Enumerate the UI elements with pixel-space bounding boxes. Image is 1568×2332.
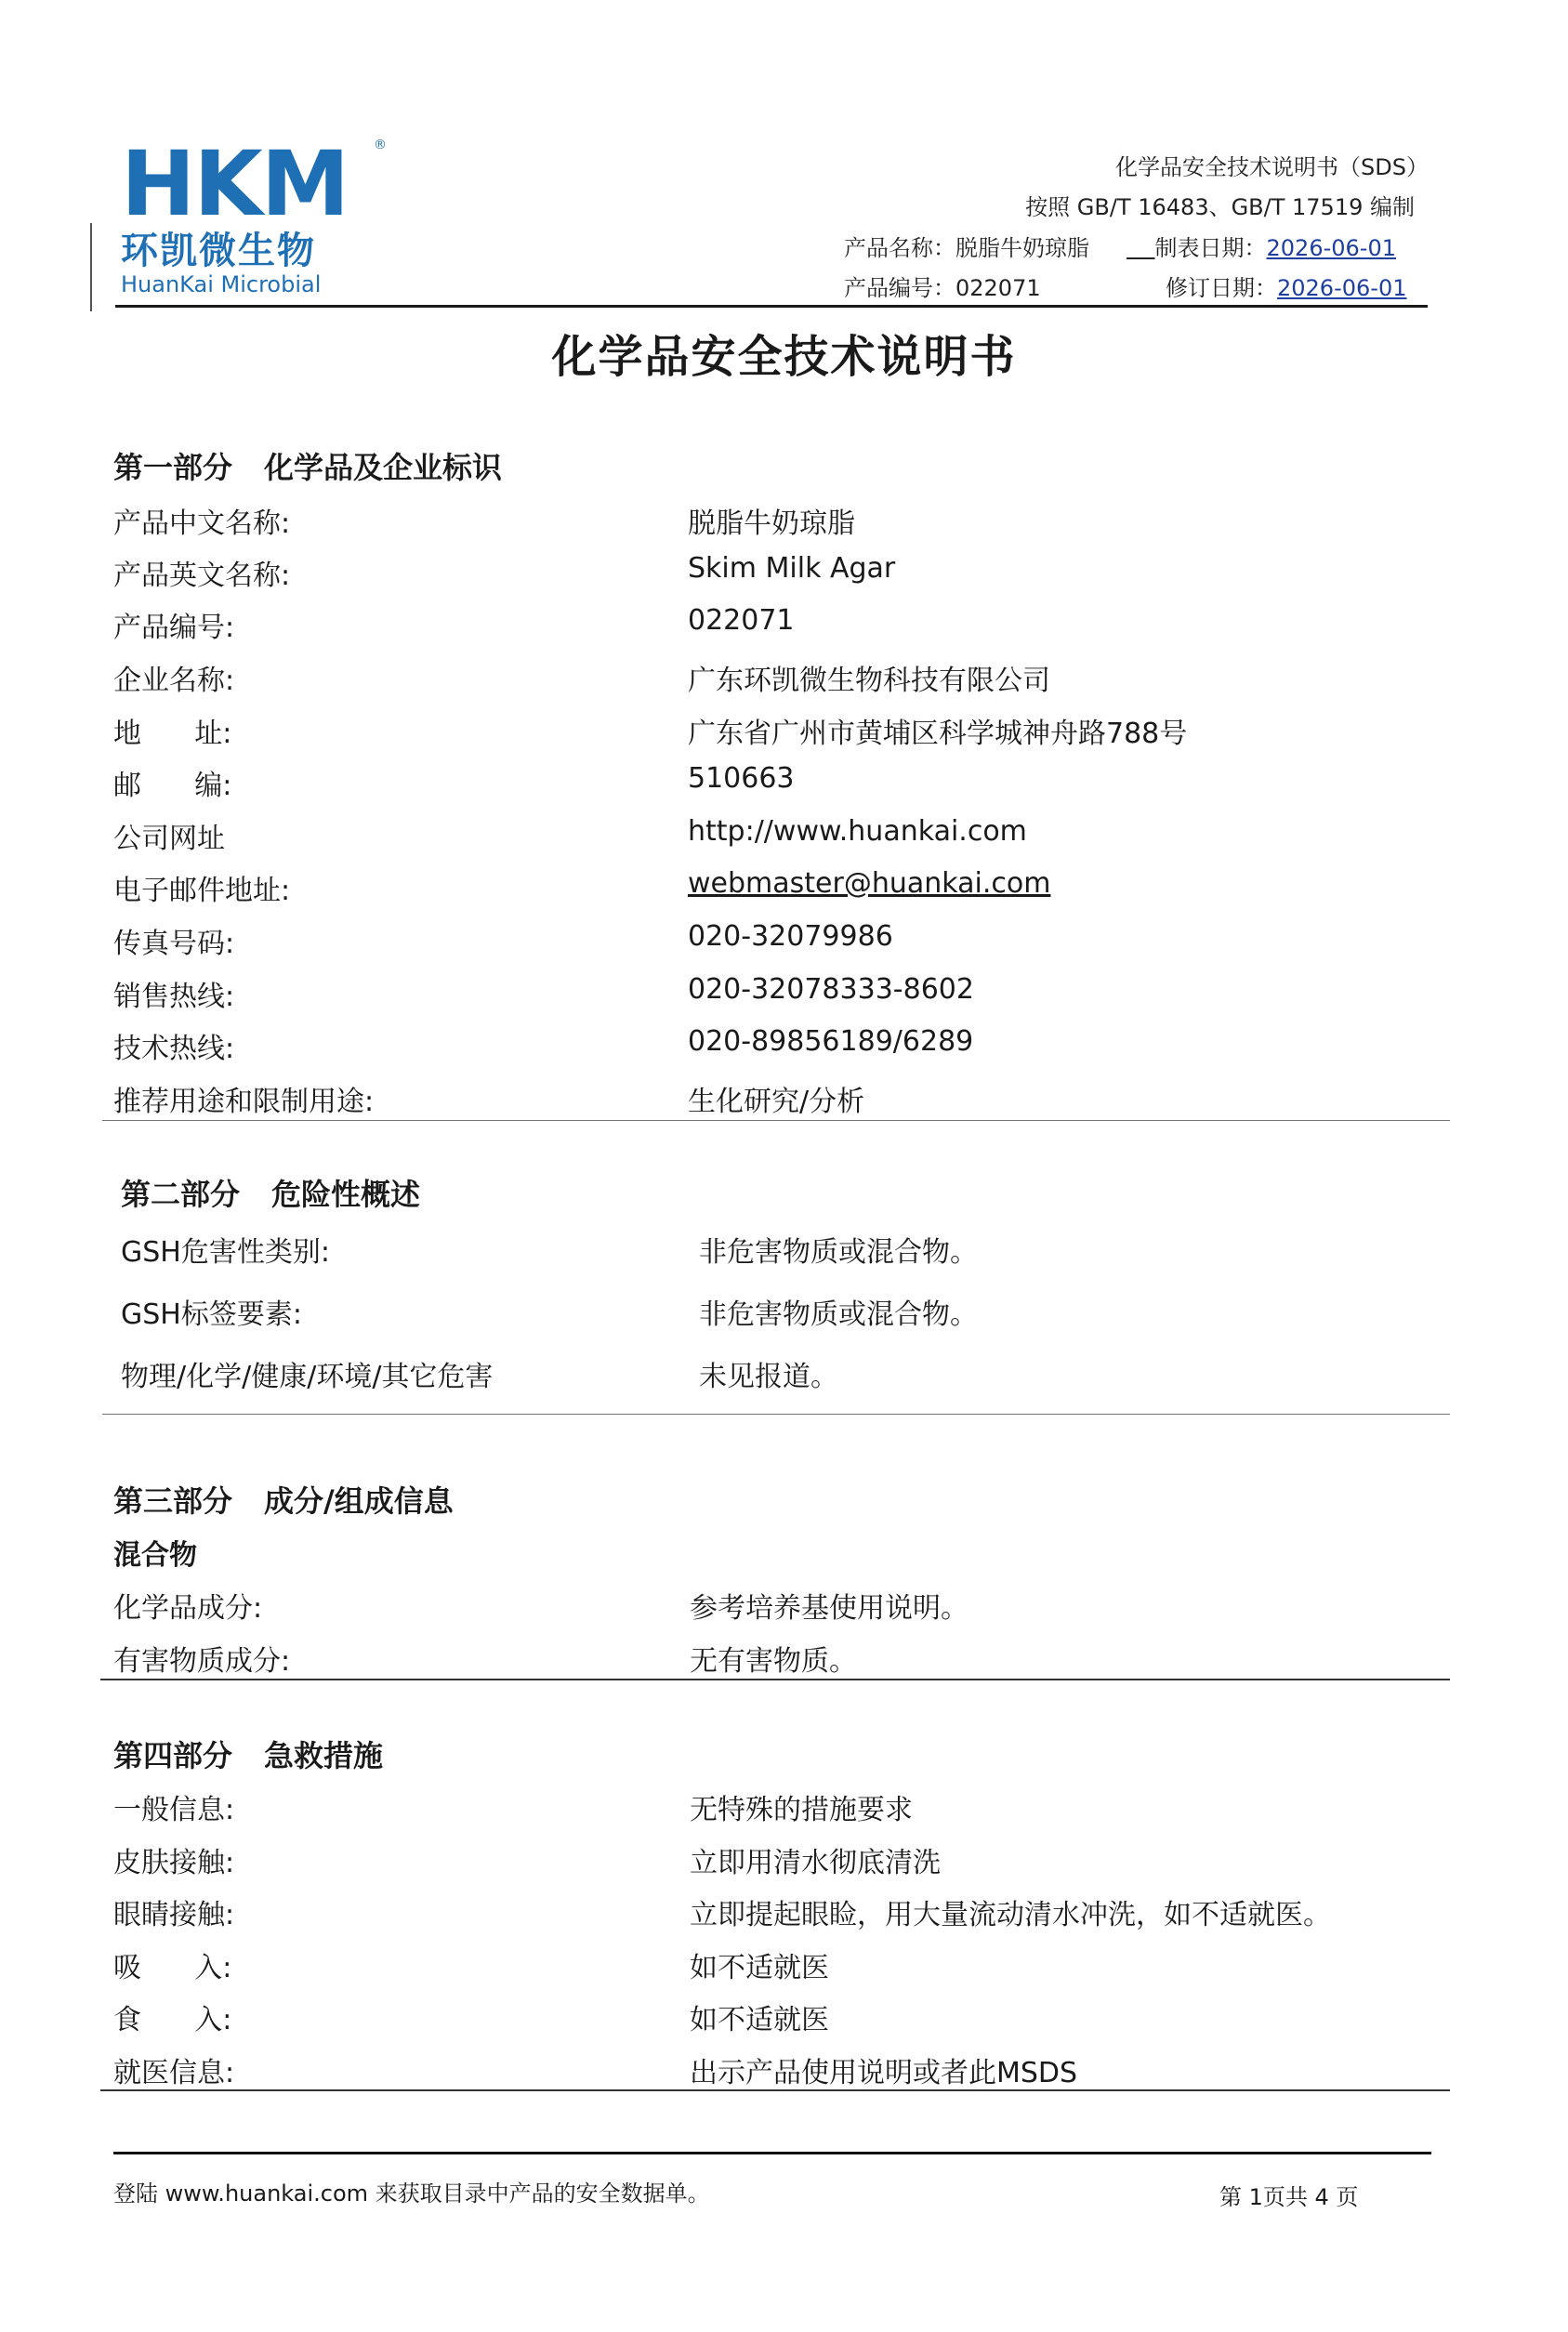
s1-label-tech: 技术热线:	[113, 1033, 235, 1065]
s1-value-sales: 020-32078333-8602	[688, 973, 974, 1006]
s4-label-eye: 眼睛接触:	[113, 1899, 235, 1931]
section4-title	[113, 1733, 383, 1775]
s1-label-usage: 推荐用途和限制用途:	[113, 1086, 375, 1118]
header-product-code	[844, 270, 1041, 302]
s1-value-tech: 020-89856189/6289	[688, 1025, 974, 1058]
logo-english-name: HuanKai Microbial	[121, 271, 322, 297]
section1-title	[113, 444, 502, 487]
footer-rule	[113, 2152, 1431, 2154]
header-revise-date-label: 修订日期：	[1166, 275, 1277, 301]
header-revise-date-value: 2026-06-01	[1277, 275, 1407, 301]
s2-value-ghs-label: 非危害物质或混合物。	[699, 1298, 978, 1331]
s2-label-ghs-label: GSH标签要素:	[121, 1298, 302, 1331]
s1-value-company: 广东环凯微生物科技有限公司	[688, 665, 1050, 697]
s4-value-general: 无特殊的措施要求	[690, 1794, 913, 1826]
s4-value-inhale: 如不适就医	[690, 1952, 829, 1984]
document-title: 化学品安全技术说明书	[551, 331, 1017, 383]
s3-label-components: 化学品成分:	[113, 1592, 263, 1625]
section2-number: 第二部分	[121, 1177, 241, 1212]
s4-value-medical: 出示产品使用说明或者此MSDS	[690, 2057, 1078, 2089]
section3-subtitle: 混合物	[113, 1539, 197, 1572]
s1-label-en-name: 产品英文名称:	[113, 560, 291, 592]
s4-label-medical: 就医信息:	[113, 2057, 235, 2089]
s1-label-cn-name: 产品中文名称:	[113, 507, 291, 540]
s2-label-other-hazard: 物理/化学/健康/环境/其它危害	[121, 1361, 494, 1393]
section1-name: 化学品及企业标识	[264, 450, 503, 485]
s3-value-hazardous: 无有害物质。	[690, 1645, 857, 1678]
header-product-name-value: 脱脂牛奶琼脂	[955, 235, 1089, 261]
section3-number: 第三部分	[113, 1483, 233, 1519]
s1-label-website: 公司网址	[113, 823, 225, 855]
s1-value-usage: 生化研究/分析	[688, 1086, 865, 1118]
section2-title	[121, 1171, 420, 1214]
s4-label-inhale: 吸 入:	[113, 1952, 232, 1984]
registered-mark: ®	[374, 138, 387, 152]
s1-value-website[interactable]: http://www.huankai.com	[688, 815, 1027, 848]
s3-label-hazardous: 有害物质成分:	[113, 1645, 291, 1678]
s3-value-components: 参考培养基使用说明。	[690, 1592, 968, 1625]
header-made-date-label: 制表日期：	[1154, 235, 1267, 261]
section2-name: 危险性概述	[271, 1177, 421, 1212]
section3-title	[113, 1478, 454, 1521]
s4-value-ingest: 如不适就医	[690, 2004, 829, 2036]
footer-note: 登陆 www.huankai.com 来获取目录中产品的安全数据单。	[113, 2180, 710, 2207]
logo-chinese-name: 环凯微生物	[121, 230, 316, 272]
s1-label-email: 电子邮件地址:	[113, 875, 291, 907]
logo-mark: HKM	[121, 132, 349, 236]
s1-value-email-link[interactable]: webmaster@huankai.com	[688, 867, 1051, 900]
header-made-date-value: 2026-06-01	[1266, 235, 1396, 261]
header-vertical-divider	[90, 223, 92, 311]
s4-label-general: 一般信息:	[113, 1794, 235, 1826]
s1-label-address: 地 址:	[113, 718, 232, 750]
section4-divider	[100, 2089, 1450, 2091]
header-product-code-label: 产品编号：	[844, 275, 955, 301]
section1-number: 第一部分	[113, 450, 233, 485]
header-product-code-value: 022071	[955, 275, 1041, 301]
section4-name: 急救措施	[264, 1738, 384, 1773]
company-logo	[121, 132, 387, 297]
section1-divider	[102, 1120, 1450, 1121]
header-product-name-label: 产品名称：	[844, 235, 955, 261]
s1-value-address: 广东省广州市黄埔区科学城神舟路788号	[688, 718, 1188, 750]
header-line-sds: 化学品安全技术说明书（SDS）	[1115, 154, 1429, 180]
header-line-standard: 按照 GB/T 16483、GB/T 17519 编制	[1025, 194, 1415, 220]
s1-label-fax: 传真号码:	[113, 928, 235, 960]
s2-value-other-hazard: 未见报道。	[699, 1361, 838, 1393]
s1-label-postcode: 邮 编:	[113, 770, 232, 802]
s1-label-company: 企业名称:	[113, 665, 235, 697]
s1-label-code: 产品编号:	[113, 612, 235, 644]
s1-value-fax: 020-32079986	[688, 920, 893, 953]
header-rule	[115, 305, 1428, 308]
s2-label-ghs-class: GSH危害性类别:	[121, 1236, 330, 1269]
s2-value-ghs-class: 非危害物质或混合物。	[699, 1236, 978, 1269]
section3-name: 成分/组成信息	[264, 1483, 454, 1519]
s1-value-code: 022071	[688, 604, 795, 637]
section2-divider	[102, 1414, 1450, 1415]
s1-value-cn-name: 脱脂牛奶琼脂	[688, 507, 855, 540]
section3-divider	[100, 1679, 1450, 1680]
header-revise-date	[1166, 270, 1406, 302]
s1-label-sales: 销售热线:	[113, 981, 235, 1013]
header-product-name	[844, 230, 1089, 262]
s1-value-postcode: 510663	[688, 762, 795, 795]
footer-page-number: 第 1页共 4 页	[1219, 2184, 1359, 2210]
s4-label-ingest: 食 入:	[113, 2004, 232, 2036]
s4-value-eye: 立即提起眼睑，用大量流动清水冲洗，如不适就医。	[690, 1899, 1331, 1931]
s4-value-skin: 立即用清水彻底清洗	[690, 1847, 941, 1879]
s4-label-skin: 皮肤接触:	[113, 1847, 235, 1879]
header-made-date	[1127, 230, 1396, 262]
s1-value-en-name: Skim Milk Agar	[688, 552, 896, 585]
section4-number: 第四部分	[113, 1738, 233, 1773]
